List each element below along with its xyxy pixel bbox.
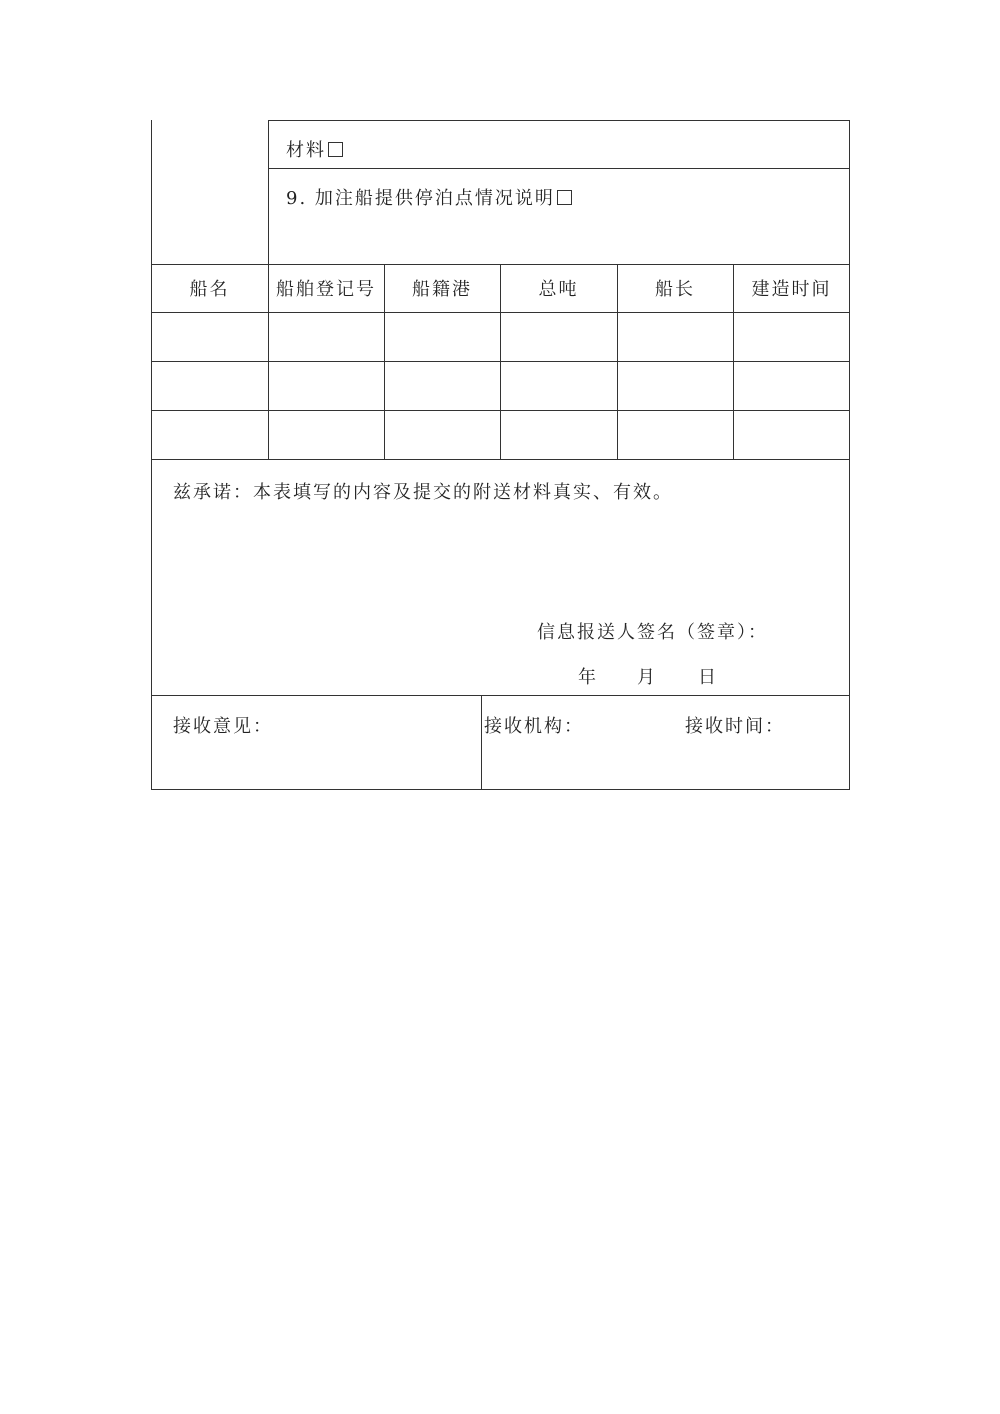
build-date-cell[interactable] xyxy=(734,411,849,459)
materials-row-divider xyxy=(268,168,850,169)
declaration-statement: 兹承诺：本表填写的内容及提交的附送材料真实、有效。 xyxy=(173,482,673,503)
registration-number-cell[interactable] xyxy=(269,411,384,459)
receipt-section-top-border xyxy=(151,695,850,696)
receipt-agency-time-field[interactable] xyxy=(482,742,848,788)
vessel-name-cell[interactable] xyxy=(152,313,268,361)
gross-tonnage-cell[interactable] xyxy=(501,362,617,410)
registration-number-cell[interactable] xyxy=(269,362,384,410)
vessel-length-cell[interactable] xyxy=(618,362,733,410)
top-section-top-border xyxy=(268,120,850,121)
date-year-label: 年 xyxy=(578,667,598,688)
top-section-divider xyxy=(268,120,269,264)
vessel-name-cell[interactable] xyxy=(152,362,268,410)
gross-tonnage-cell[interactable] xyxy=(501,313,617,361)
application-form xyxy=(151,120,850,790)
form-right-border xyxy=(849,120,850,790)
port-of-registry-cell[interactable] xyxy=(385,313,500,361)
vessel-length-cell[interactable] xyxy=(618,411,733,459)
port-of-registry-cell[interactable] xyxy=(385,362,500,410)
header-vessel-name: 船名 xyxy=(189,279,230,300)
receipt-time-label: 接收时间： xyxy=(685,716,785,737)
item-9-number: 9. xyxy=(286,188,308,209)
vessel-length-cell[interactable] xyxy=(618,313,733,361)
header-vessel-length: 船长 xyxy=(655,279,695,300)
header-gross-tonnage: 总吨 xyxy=(538,279,579,300)
port-of-registry-cell[interactable] xyxy=(385,411,500,459)
date-month-label: 月 xyxy=(637,667,657,688)
materials-label: 材料 xyxy=(286,140,326,161)
item-9-label: 加注船提供停泊点情况说明 xyxy=(314,188,555,209)
item-9 xyxy=(286,188,572,210)
receipt-opinion-label: 接收意见： xyxy=(173,716,273,737)
header-build-date: 建造时间 xyxy=(751,279,832,300)
date-day-label: 日 xyxy=(698,667,718,688)
materials-item xyxy=(286,140,343,162)
signature-label: 信息报送人签名（签章）： xyxy=(537,622,768,643)
form-bottom-border xyxy=(151,789,850,790)
build-date-cell[interactable] xyxy=(734,313,849,361)
header-port-of-registry: 船籍港 xyxy=(412,279,472,300)
gross-tonnage-cell[interactable] xyxy=(501,411,617,459)
registration-number-cell[interactable] xyxy=(269,313,384,361)
receipt-agency-label: 接收机构： xyxy=(484,716,584,737)
signature-field[interactable] xyxy=(771,620,831,646)
receipt-opinion-field[interactable] xyxy=(152,742,480,788)
item-9-checkbox[interactable] xyxy=(557,190,572,205)
header-registration-number: 船舶登记号 xyxy=(276,279,376,300)
materials-checkbox[interactable] xyxy=(328,142,343,157)
vessel-name-cell[interactable] xyxy=(152,411,268,459)
build-date-cell[interactable] xyxy=(734,362,849,410)
